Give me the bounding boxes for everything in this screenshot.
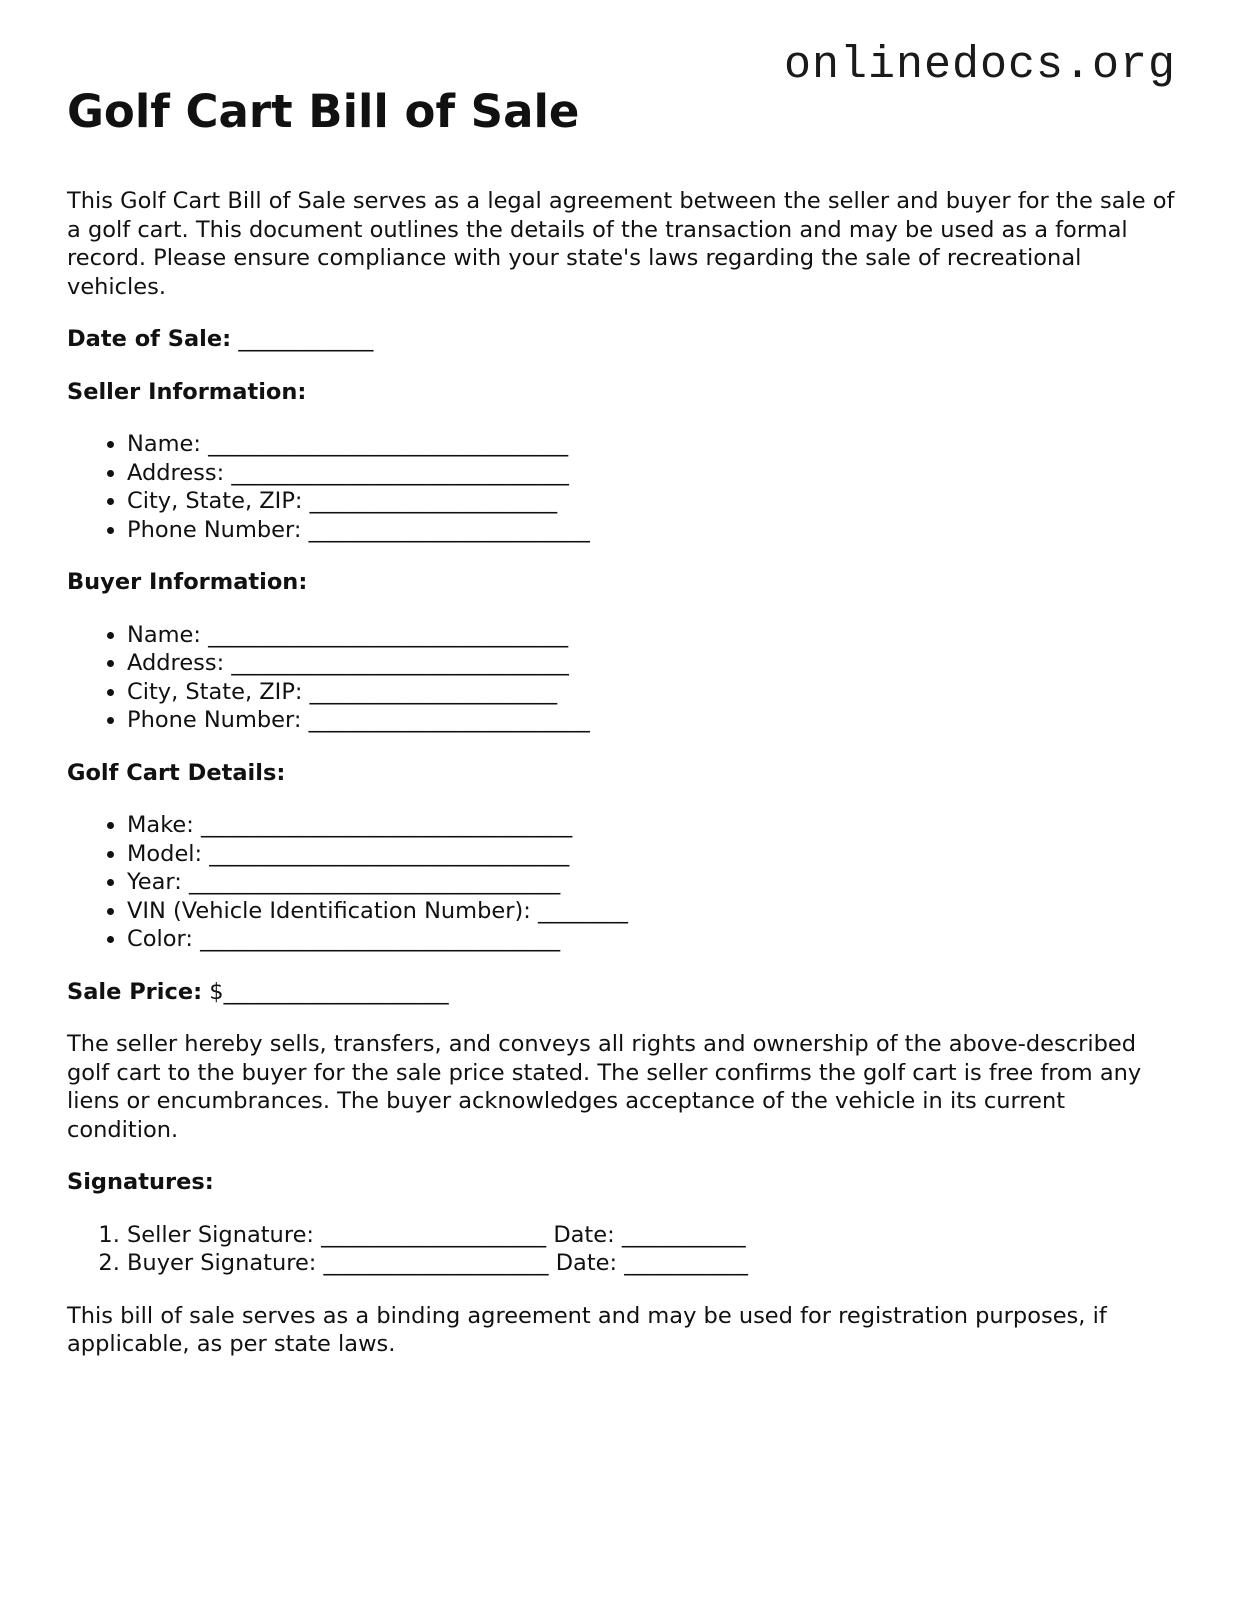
buyer-signature-item	[127, 1249, 1177, 1278]
date-of-sale-blank[interactable]: ____________	[238, 326, 374, 352]
cart-year-item	[127, 868, 1177, 897]
date-of-sale-label: Date of Sale:	[67, 326, 232, 352]
signature-label: Seller Signature:	[127, 1221, 314, 1248]
field-label: City, State, ZIP:	[127, 488, 303, 514]
field-label: Phone Number:	[127, 516, 302, 543]
field-blank[interactable]: ________________________________	[208, 431, 569, 457]
field-blank[interactable]: _________________________________	[201, 812, 573, 838]
field-blank[interactable]: ________	[537, 897, 628, 924]
seller-address-item	[127, 459, 1177, 488]
field-blank[interactable]: _________________________	[308, 516, 590, 543]
date-blank[interactable]: ___________	[621, 1221, 746, 1248]
sale-price-label: Sale Price:	[67, 978, 203, 1005]
signature-blank[interactable]: ____________________	[323, 1250, 549, 1276]
signature-blank[interactable]: ____________________	[321, 1221, 547, 1248]
field-blank[interactable]: ________________________________	[200, 926, 561, 952]
seller-city-item	[127, 487, 1177, 516]
signature-label: Buyer Signature:	[127, 1250, 317, 1276]
date-label: Date:	[555, 1250, 618, 1276]
watermark-logo: onlinedocs.org	[783, 40, 1176, 91]
document-page	[67, 85, 1177, 1359]
field-label: Make:	[127, 812, 194, 838]
seller-phone-item	[127, 516, 1177, 545]
seller-fields-list	[67, 430, 1177, 544]
date-of-sale-line	[67, 325, 1177, 354]
field-blank[interactable]: ______________________	[309, 678, 558, 705]
field-blank[interactable]: _________________________	[308, 707, 590, 733]
intro-paragraph: This Golf Cart Bill of Sale serves as a legal agreement between the seller and buyer for the sale of a golf cart. This document outlines the details of the transaction and may be used as a formal record. Please ensure compliance with your state's laws regarding the sale of recreational vehicles.	[67, 188, 1175, 300]
signatures-list	[67, 1221, 1177, 1278]
sale-price-blank[interactable]: $____________________	[209, 978, 449, 1005]
date-label: Date:	[553, 1221, 615, 1248]
buyer-heading: Buyer Information:	[67, 569, 308, 595]
field-label: Year:	[127, 869, 182, 895]
field-label: Address:	[127, 459, 225, 486]
cart-model-item	[127, 840, 1177, 869]
seller-name-item	[127, 430, 1177, 459]
field-blank[interactable]: _________________________________	[188, 869, 561, 895]
field-label: Address:	[127, 650, 225, 676]
field-label: VIN (Vehicle Identification Number):	[127, 897, 531, 924]
field-blank[interactable]: ________________________________	[209, 840, 570, 867]
date-blank[interactable]: ___________	[624, 1250, 748, 1276]
cart-make-item	[127, 811, 1177, 840]
cart-color-item	[127, 925, 1177, 954]
transfer-paragraph: The seller hereby sells, transfers, and conveys all rights and ownership of the above-described golf cart to the buyer for the sale price stated. The seller confirms the golf cart is free from any liens or encumbrances. The buyer acknowledges acceptance of the vehicle in its current condition.	[67, 1031, 1142, 1143]
cart-details-heading: Golf Cart Details:	[67, 759, 286, 786]
buyer-phone-item	[127, 706, 1177, 735]
cart-vin-item	[127, 897, 1177, 926]
field-label: City, State, ZIP:	[127, 678, 303, 705]
field-blank[interactable]: ______________________	[309, 488, 558, 514]
field-label: Phone Number:	[127, 707, 302, 733]
field-label: Name:	[127, 621, 201, 648]
closing-paragraph: This bill of sale serves as a binding agreement and may be used for registration purposes, if applicable, as per state laws.	[67, 1302, 1107, 1357]
field-label: Name:	[127, 431, 201, 457]
sale-price-line	[67, 978, 1177, 1007]
field-blank[interactable]: ________________________________	[208, 621, 569, 648]
field-blank[interactable]: ______________________________	[231, 650, 569, 676]
buyer-name-item	[127, 621, 1177, 650]
seller-heading: Seller Information:	[67, 378, 307, 405]
seller-signature-item	[127, 1221, 1177, 1250]
cart-fields-list	[67, 811, 1177, 954]
buyer-fields-list	[67, 621, 1177, 735]
buyer-city-item	[127, 678, 1177, 707]
field-blank[interactable]: ______________________________	[231, 459, 569, 486]
document-title: Golf Cart Bill of Sale	[67, 85, 580, 138]
signatures-heading: Signatures:	[67, 1169, 214, 1195]
field-label: Color:	[127, 926, 193, 952]
buyer-address-item	[127, 649, 1177, 678]
field-label: Model:	[127, 840, 203, 867]
